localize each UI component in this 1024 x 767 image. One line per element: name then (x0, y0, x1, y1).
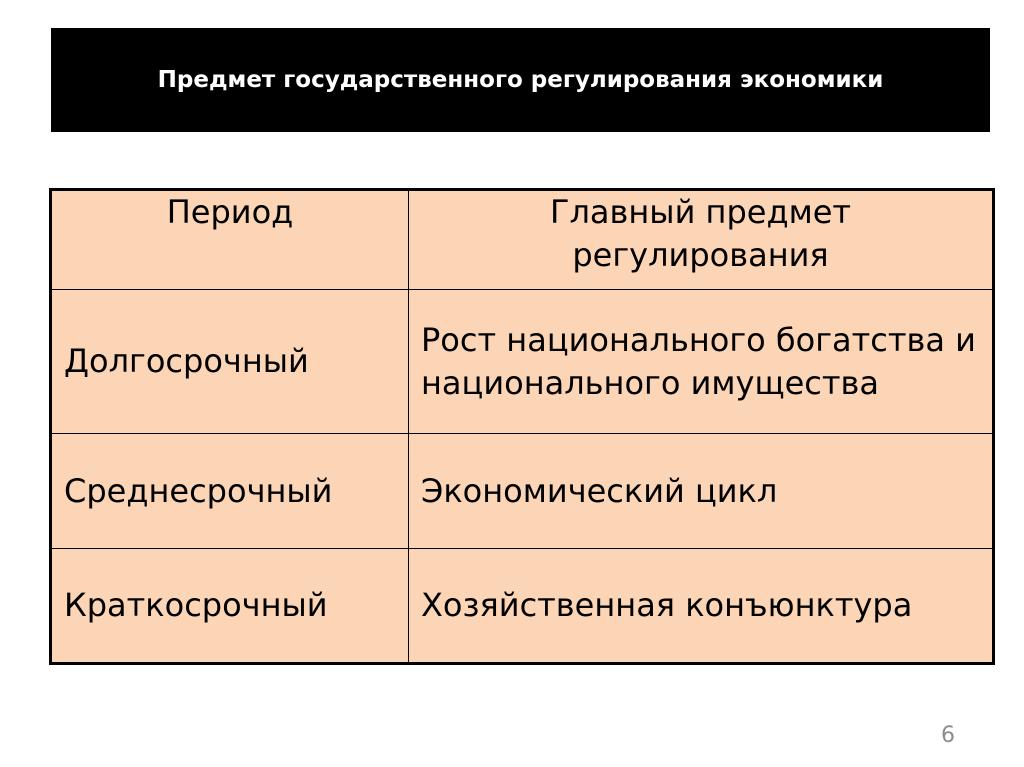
table-row (51, 290, 994, 434)
table-row (51, 549, 994, 664)
subject-cell: Хозяйственная конъюнктура (409, 549, 994, 664)
regulation-table (49, 188, 995, 665)
subject-cell: Экономический цикл (409, 434, 994, 549)
title-bar (51, 28, 990, 132)
slide-title: Предмет государственного регулирования экономики (157, 67, 884, 93)
table-row (51, 434, 994, 549)
subject-cell: Рост национального богатства и национального имущества (409, 290, 994, 434)
page-number: 6 (941, 723, 955, 748)
period-cell: Краткосрочный (51, 549, 409, 664)
table-header-row (51, 190, 994, 290)
period-cell: Среднесрочный (51, 434, 409, 549)
header-main-subject: Главный предмет регулирования (409, 190, 994, 290)
header-period: Период (51, 190, 409, 290)
period-cell: Долгосрочный (51, 290, 409, 434)
